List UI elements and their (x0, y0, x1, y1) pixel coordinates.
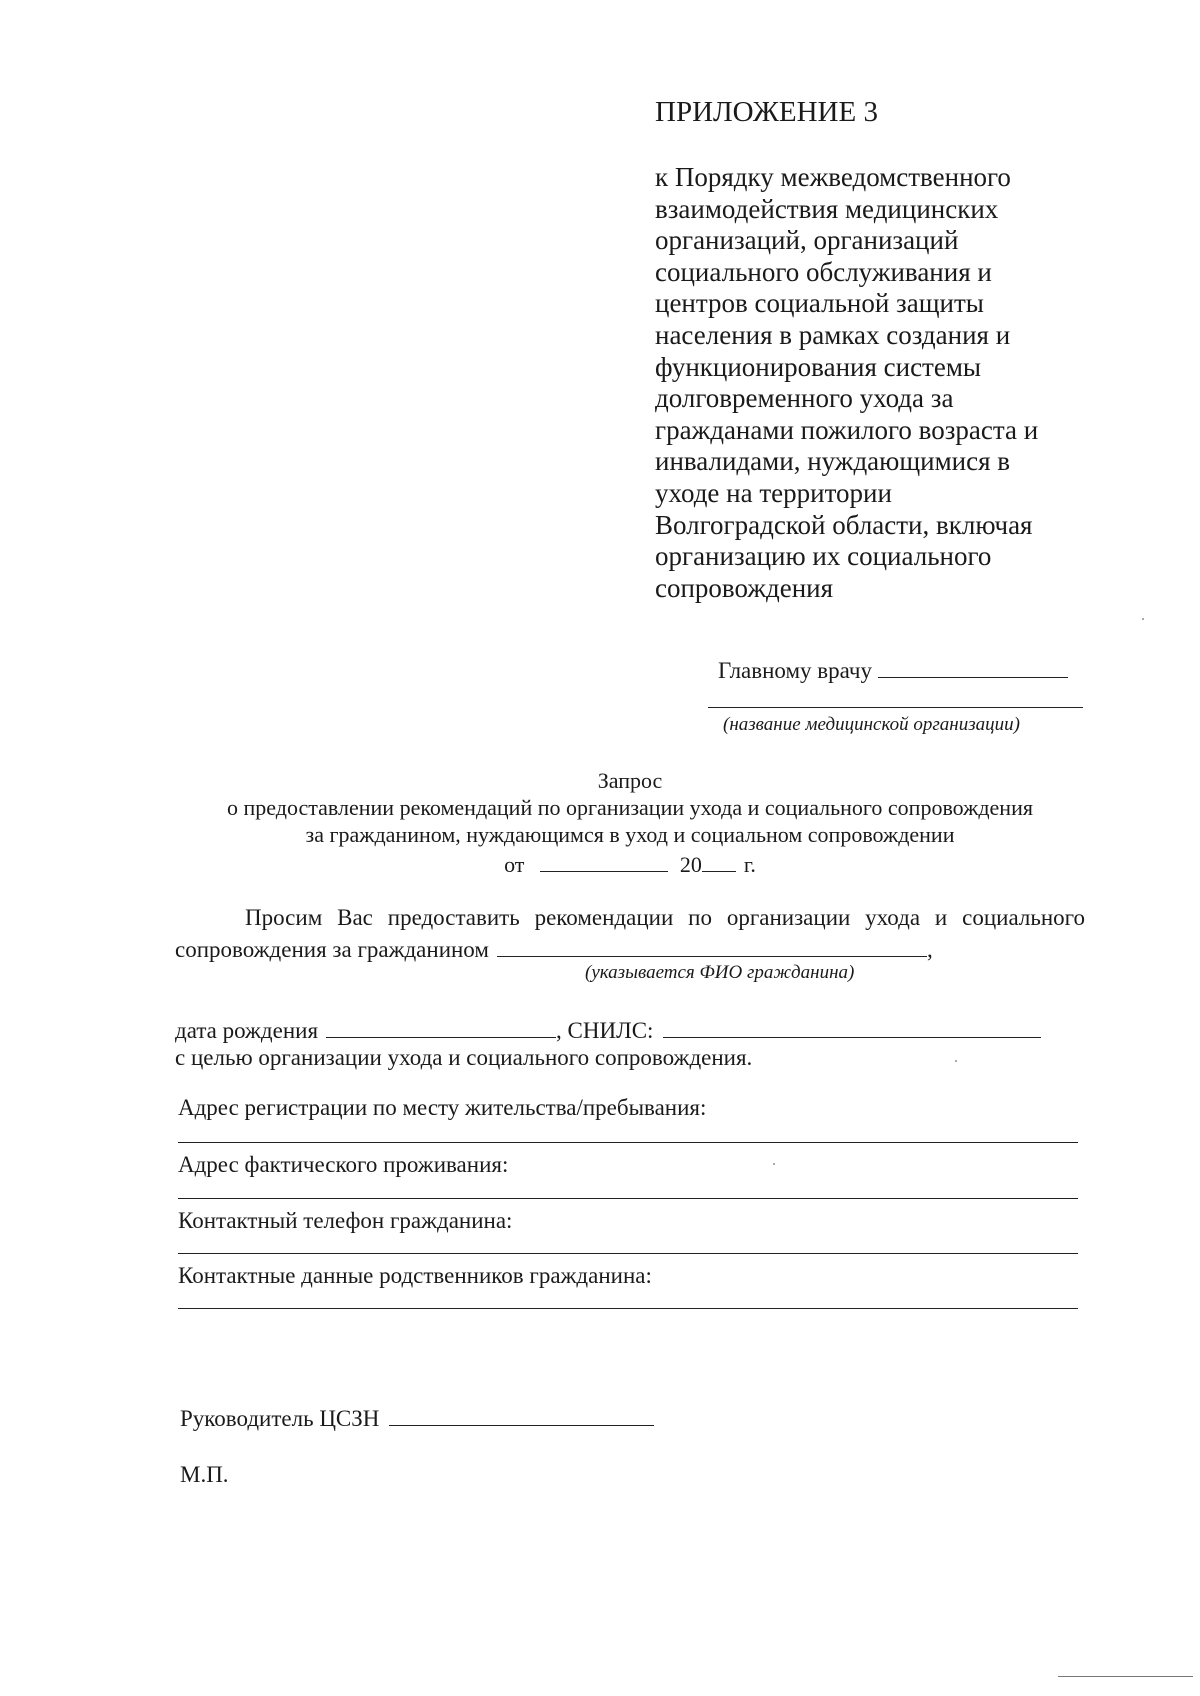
purpose-text: с целью организации ухода и социального сопровождения. (175, 1045, 753, 1070)
request-subtitle-line2: за гражданином, нуждающимся в уход и социальном сопровождении (305, 822, 955, 847)
snils-label: , СНИЛС: (556, 1018, 654, 1043)
birth-date-line (326, 1019, 556, 1038)
signature-label: Руководитель ЦСЗН (180, 1406, 380, 1431)
scan-corner-mark (1058, 1676, 1193, 1677)
medical-organization-line (708, 707, 1083, 708)
scan-speck (773, 1163, 775, 1165)
date-prefix: от (504, 852, 525, 877)
request-paragraph (175, 902, 1085, 966)
request-subtitle-line1: о предоставлении рекомендаций по организации ухода и социального сопровождения (227, 795, 1033, 820)
relatives-label: Контактные данные родственников гражданина: (178, 1263, 652, 1288)
request-date-row (170, 852, 1090, 878)
scan-speck (955, 1060, 957, 1062)
citizen-fio-line (497, 938, 927, 957)
chief-doctor-name-line (878, 657, 1068, 678)
stamp-placeholder: М.П. (180, 1462, 229, 1487)
birth-snils-row (175, 1018, 1041, 1044)
fio-caption: (указывается ФИО гражданина) (585, 962, 855, 983)
actual-address-label: Адрес фактического проживания: (178, 1152, 509, 1177)
year-prefix: 20 (679, 852, 702, 877)
paragraph-line1: Просим Вас предоставить рекомендации по организации ухода и социального (245, 905, 1085, 930)
registration-address-line (178, 1142, 1078, 1143)
registration-address-label: Адрес регистрации по месту жительства/пребывания: (178, 1095, 707, 1120)
signature-row (180, 1406, 654, 1432)
paragraph-comma: , (926, 937, 933, 962)
addressee-label: Главному врачу (718, 658, 873, 683)
phone-label: Контактный телефон гражданина: (178, 1208, 513, 1233)
appendix-title: ПРИЛОЖЕНИЕ 3 (655, 96, 878, 128)
scan-speck (1142, 618, 1144, 620)
phone-line (178, 1253, 1078, 1254)
birth-date-label: дата рождения (175, 1018, 319, 1043)
date-blank-line (540, 853, 668, 872)
medical-organization-caption: (название медицинской организации) (723, 714, 1020, 735)
snils-line (663, 1019, 1041, 1038)
appendix-body: к Порядку межведомственного взаимодействия медицинских организаций, организаций социального обслуживания и центров социальной защиты населения в рамках создания и функционирования системы долговременного ухода за гражданами пожилого возраста и инвалидами, нуждающимися в уходе на территории Волгоградской области, включая организацию их социального сопровождения (655, 162, 1039, 603)
actual-address-line (178, 1198, 1078, 1199)
relatives-line (178, 1308, 1078, 1309)
paragraph-line2-text: сопровождения за гражданином (175, 937, 489, 962)
year-blank-line (702, 853, 736, 872)
addressee-row (718, 657, 1068, 684)
year-suffix: г. (743, 852, 756, 877)
request-title: Запрос (597, 768, 663, 793)
signature-line (389, 1407, 654, 1426)
